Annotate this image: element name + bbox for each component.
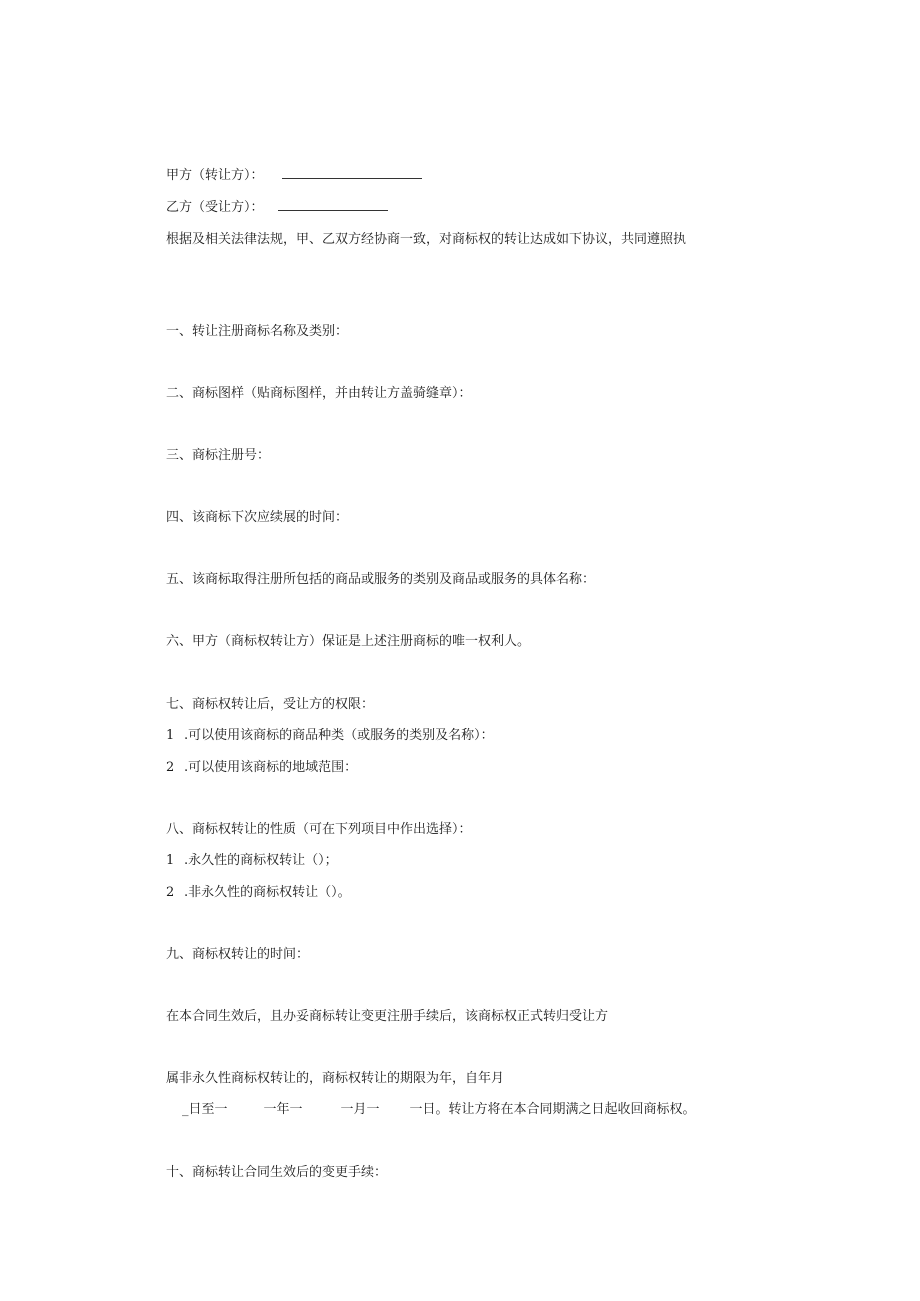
- section-8-item-1: [166, 853, 338, 869]
- item-number: 1: [166, 728, 175, 743]
- section-1-heading: 一、转让注册商标名称及类别：: [166, 324, 349, 339]
- party-a-label: 甲方（转让方）：: [166, 168, 264, 183]
- item-number: 1: [166, 853, 175, 868]
- section-10-heading: 十、商标转让合同生效后的变更手续：: [166, 1165, 388, 1180]
- party-b-blank: [278, 200, 388, 211]
- item-text: .非永久性的商标权转让（）。: [184, 885, 351, 900]
- intro-paragraph: 根据及相关法律法规，甲、乙双方经协商一致，对商标权的转让达成如下协议，共同遵照执: [166, 232, 687, 247]
- item-number: 2: [166, 760, 175, 775]
- section-7-item-2: [166, 760, 357, 776]
- section-9-paragraph-3: [182, 1102, 696, 1118]
- party-a-line: [166, 168, 422, 184]
- section-9-paragraph-1: 在本合同生效后，且办妥商标转让变更注册手续后，该商标权正式转归受让方: [166, 1009, 609, 1024]
- section-9-paragraph-2: 属非永久性商标权转让的，商标权转让的期限为年，自年月: [166, 1071, 505, 1086]
- date-part-year: 一年一: [263, 1102, 303, 1117]
- section-2-heading: 二、商标图样（贴商标图样，并由转让方盖骑缝章）：: [166, 386, 472, 401]
- item-text: .可以使用该商标的商品种类（或服务的类别及名称）：: [184, 728, 494, 743]
- section-4-heading: 四、该商标下次应续展的时间：: [166, 510, 349, 525]
- section-3-heading: 三、商标注册号：: [166, 448, 271, 463]
- party-a-blank: [282, 168, 422, 179]
- section-8-heading: 八、商标权转让的性质（可在下列项目中作出选择）：: [166, 822, 472, 837]
- section-8-item-2: [166, 885, 351, 901]
- section-7-item-1: [166, 728, 494, 744]
- section-6-heading: 六、甲方（商标权转让方）保证是上述注册商标的唯一权利人。: [166, 634, 531, 649]
- section-9-heading: 九、商标权转让的时间：: [166, 947, 310, 962]
- section-7-heading: 七、商标权转让后，受让方的权限：: [166, 697, 375, 712]
- date-part-end: 一日。转让方将在本合同期满之日起收回商标权。: [409, 1102, 696, 1117]
- party-b-label: 乙方（受让方）：: [166, 200, 264, 215]
- party-b-line: [166, 200, 388, 216]
- section-5-heading: 五、该商标取得注册所包括的商品或服务的类别及商品或服务的具体名称：: [166, 572, 596, 587]
- item-number: 2: [166, 885, 175, 900]
- date-part-month: 一月一: [340, 1102, 380, 1117]
- item-text: .可以使用该商标的地域范围：: [184, 760, 358, 775]
- date-part-day: _日至一: [182, 1102, 228, 1117]
- item-text: .永久性的商标权转让（）；: [184, 853, 338, 868]
